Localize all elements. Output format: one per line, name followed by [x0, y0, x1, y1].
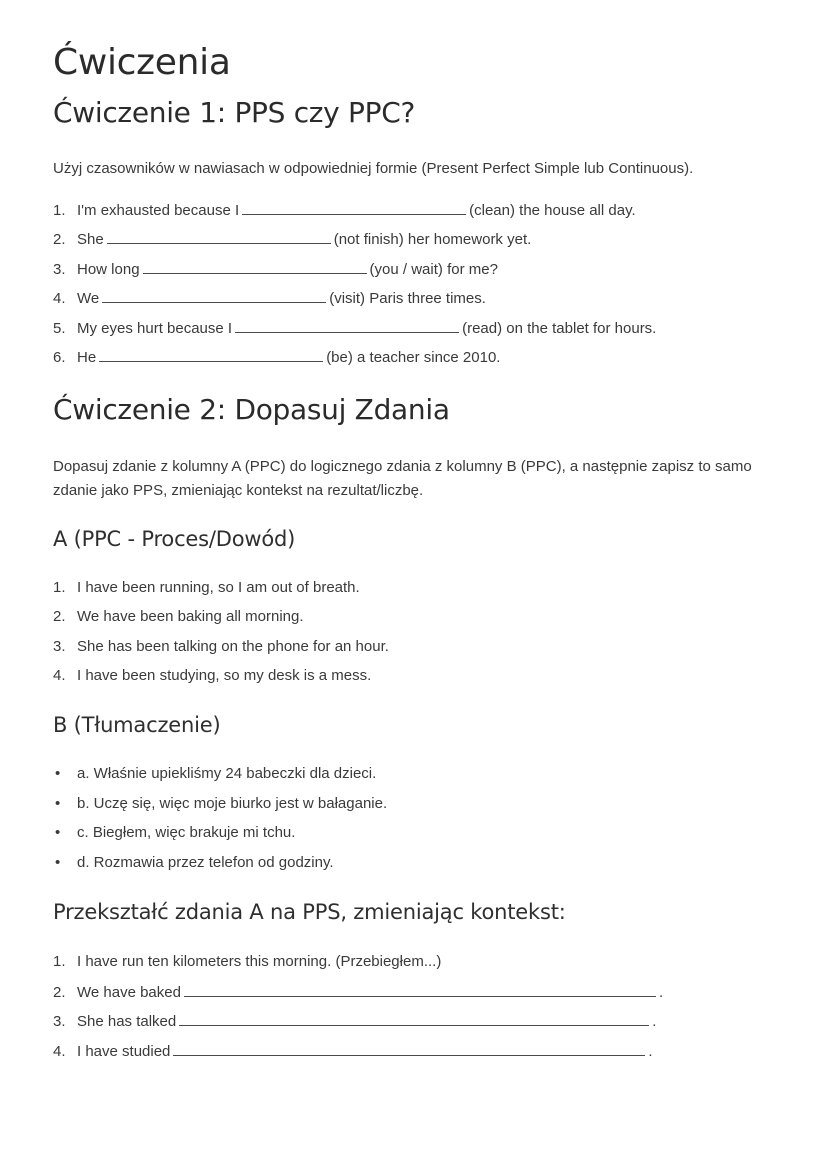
item-number: 2.: [53, 984, 66, 1001]
item-number: 3.: [53, 1013, 66, 1030]
item-number: 2.: [53, 608, 66, 625]
item-number: 4.: [53, 290, 66, 307]
item-text-before: We: [77, 290, 100, 307]
column-a-item: [53, 666, 371, 686]
answer-blank[interactable]: [179, 1011, 649, 1026]
answer-blank[interactable]: [102, 288, 326, 303]
exercise-2-instruction: zdanie jako PPS, zmieniając kontekst na rezultat/liczbę.: [53, 482, 424, 499]
item-text: I have studied: [77, 1043, 171, 1060]
answer-blank[interactable]: [143, 259, 367, 274]
transform-item: [53, 982, 663, 1003]
exercise-1-item: [53, 200, 636, 221]
exercise-1-heading: Ćwiczenie 1: PPS czy PPC?: [53, 96, 416, 129]
bullet-icon: •: [55, 854, 61, 871]
item-tail: .: [658, 984, 664, 1001]
item-text-before: I'm exhausted because I: [77, 202, 240, 219]
item-text: She has been talking on the phone for an hour.: [77, 638, 389, 655]
answer-blank[interactable]: [173, 1041, 645, 1056]
item-text: b. Uczę się, więc moje biurko jest w bałaganie.: [77, 795, 388, 812]
item-text: c. Biegłem, więc brakuje mi tchu.: [77, 824, 296, 841]
exercise-2-heading: Ćwiczenie 2: Dopasuj Zdania: [53, 393, 450, 426]
answer-blank[interactable]: [242, 200, 466, 215]
exercise-1-item: [53, 259, 498, 280]
answer-blank[interactable]: [184, 982, 656, 997]
item-tail: .: [652, 1013, 657, 1030]
exercise-1-item: [53, 318, 656, 339]
item-number: 4.: [53, 667, 66, 684]
answer-blank[interactable]: [99, 347, 323, 362]
exercise-1-item: [53, 229, 531, 250]
bullet-icon: •: [55, 824, 61, 841]
item-number: 1.: [53, 953, 66, 970]
item-number: 1.: [53, 202, 66, 219]
exercise-2-instruction: Dopasuj zdanie z kolumny A (PPC) do logicznego zdania z kolumny B (PPC), a następnie zapisz to samo: [53, 458, 752, 475]
column-b-item: [53, 853, 334, 873]
item-text-after: (be) a teacher since 2010.: [326, 349, 501, 366]
item-number: 2.: [53, 231, 66, 248]
answer-blank[interactable]: [107, 229, 331, 244]
answer-blank[interactable]: [235, 318, 459, 333]
transform-heading: Przekształć zdania A na PPS, zmieniając kontekst:: [53, 900, 566, 924]
bullet-icon: •: [55, 765, 61, 782]
transform-item: [53, 1041, 653, 1062]
item-text: d. Rozmawia przez telefon od godziny.: [77, 854, 334, 871]
item-text: I have been studying, so my desk is a mess.: [77, 667, 372, 684]
bullet-icon: •: [55, 795, 61, 812]
item-text-after: (visit) Paris three times.: [329, 290, 486, 307]
item-text-after: (read) on the tablet for hours.: [462, 320, 657, 337]
column-b-item: [53, 794, 387, 814]
transform-item: [53, 952, 441, 972]
item-text: We have baked: [77, 984, 181, 1001]
page-title: Ćwiczenia: [53, 42, 231, 83]
item-tail: .: [648, 1043, 653, 1060]
item-number: 5.: [53, 320, 66, 337]
item-number: 4.: [53, 1043, 66, 1060]
column-a-item: [53, 637, 389, 657]
item-text: She has talked: [77, 1013, 177, 1030]
exercise-1-item: [53, 288, 486, 309]
item-number: 6.: [53, 349, 66, 366]
item-text-after: (not finish) her homework yet.: [333, 231, 532, 248]
item-number: 1.: [53, 579, 66, 596]
item-text-before: My eyes hurt because I: [77, 320, 233, 337]
item-number: 3.: [53, 638, 66, 655]
item-text: We have been baking all morning.: [77, 608, 304, 625]
item-text-before: How long: [77, 261, 140, 278]
column-a-heading: A (PPC - Proces/Dowód): [53, 527, 296, 551]
column-a-item: [53, 578, 360, 598]
item-text-after: (you / wait) for me?: [369, 261, 498, 278]
exercise-1-instruction: Użyj czasowników w nawiasach w odpowiedniej formie (Present Perfect Simple lub Continuous).: [53, 160, 694, 177]
item-text-after: (clean) the house all day.: [469, 202, 636, 219]
transform-item: [53, 1011, 656, 1032]
item-text-before: She: [77, 231, 104, 248]
column-b-item: [53, 823, 295, 843]
item-text-before: He: [77, 349, 97, 366]
item-text: I have been running, so I am out of breath.: [77, 579, 360, 596]
item-number: 3.: [53, 261, 66, 278]
column-a-item: [53, 607, 304, 627]
item-text: I have run ten kilometers this morning. (Przebiegłem...): [77, 953, 442, 970]
exercise-1-item: [53, 347, 500, 368]
column-b-heading: B (Tłumaczenie): [53, 713, 221, 737]
column-b-item: [53, 764, 376, 784]
item-text: a. Właśnie upiekliśmy 24 babeczki dla dzieci.: [77, 765, 377, 782]
